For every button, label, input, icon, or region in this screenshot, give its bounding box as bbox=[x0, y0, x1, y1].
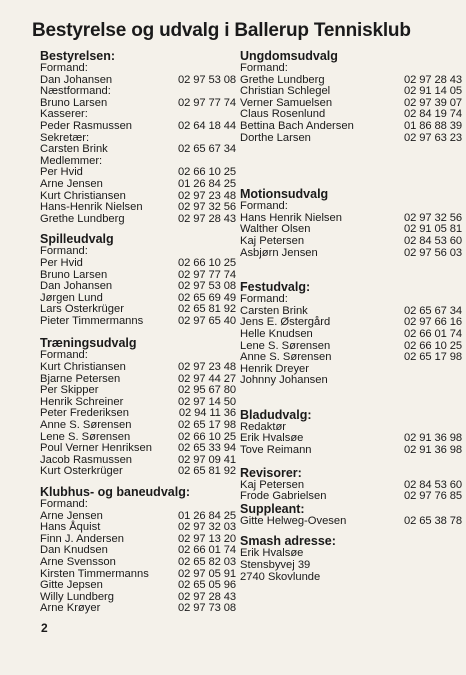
role-label: Formand: bbox=[40, 62, 88, 74]
role-label: Redaktør bbox=[240, 420, 287, 433]
member-row bbox=[240, 516, 462, 528]
member-phone: 02 97 28 43 bbox=[177, 590, 236, 603]
member-name: Gitte Helweg-Ovesen bbox=[240, 514, 347, 527]
member-phone: 02 97 44 27 bbox=[177, 372, 236, 385]
member-phone: 02 97 53 08 bbox=[177, 280, 236, 293]
member-phone: 02 65 81 92 bbox=[177, 465, 236, 478]
member-name: Walther Olsen bbox=[240, 223, 311, 236]
member-name: Jacob Rasmussen bbox=[40, 453, 133, 466]
member-name: Bruno Larsen bbox=[40, 268, 108, 281]
member-name: Verner Samuelsen bbox=[240, 96, 333, 109]
section-right-6 bbox=[240, 535, 462, 583]
member-name: Helle Knudsen bbox=[240, 327, 313, 340]
member-name: Per Hvid bbox=[40, 256, 83, 269]
section-right-4 bbox=[240, 467, 462, 503]
member-phone: 02 91 14 05 bbox=[403, 85, 462, 98]
section-right-5 bbox=[240, 503, 462, 528]
role-label: Erik Hvalsøe bbox=[240, 547, 304, 560]
member-row bbox=[240, 248, 462, 260]
member-phone: 02 95 67 80 bbox=[177, 384, 236, 397]
role-label: 2740 Skovlunde bbox=[240, 570, 321, 583]
member-name: Kurt Christiansen bbox=[40, 361, 126, 374]
member-row bbox=[240, 375, 462, 387]
member-phone: 02 97 53 08 bbox=[177, 73, 236, 86]
member-row bbox=[40, 603, 236, 615]
member-phone: 02 65 67 34 bbox=[177, 143, 236, 156]
member-phone: 02 97 09 41 bbox=[177, 453, 236, 466]
member-phone: 02 91 05 81 bbox=[403, 223, 462, 236]
member-phone: 02 65 17 98 bbox=[177, 419, 236, 432]
member-row bbox=[240, 236, 462, 248]
member-phone: 02 97 77 74 bbox=[177, 96, 236, 109]
member-phone: 02 97 05 91 bbox=[177, 567, 236, 580]
member-phone: 02 97 32 03 bbox=[177, 521, 236, 534]
member-phone: 02 97 13 20 bbox=[177, 532, 236, 545]
member-name: Anne S. Sørensen bbox=[40, 419, 132, 432]
member-phone: 02 97 77 74 bbox=[177, 268, 236, 281]
member-name: Arne Krøyer bbox=[40, 602, 101, 615]
member-row bbox=[240, 133, 462, 145]
member-name: Bjarne Petersen bbox=[40, 372, 121, 385]
role-label: Kasserer: bbox=[40, 108, 88, 121]
member-row bbox=[240, 121, 462, 133]
role-label: Formand: bbox=[40, 498, 88, 510]
member-name: Henrik Schreiner bbox=[40, 395, 124, 408]
role-label: Sekretær: bbox=[40, 131, 90, 144]
member-name: Dan Johansen bbox=[40, 280, 113, 293]
member-phone: 01 86 88 39 bbox=[403, 119, 462, 132]
section-left-3 bbox=[40, 486, 236, 615]
section-title: Revisorer: bbox=[240, 465, 302, 480]
member-row bbox=[240, 445, 462, 457]
member-name: Hans Henrik Nielsen bbox=[240, 211, 342, 224]
section-title: Klubhus- og baneudvalg: bbox=[40, 485, 190, 499]
member-name: Grethe Lundberg bbox=[40, 212, 125, 225]
member-row bbox=[40, 557, 236, 569]
member-row bbox=[240, 352, 462, 364]
member-name: Willy Lundberg bbox=[40, 590, 114, 603]
member-phone: 02 97 63 23 bbox=[403, 131, 462, 144]
member-name: Gitte Jepsen bbox=[40, 579, 103, 592]
member-phone: 02 84 19 74 bbox=[403, 108, 462, 121]
member-phone: 02 97 28 43 bbox=[177, 212, 236, 225]
member-phone: 02 84 53 60 bbox=[403, 478, 462, 491]
member-row bbox=[40, 202, 236, 214]
member-name: Peder Rasmussen bbox=[40, 119, 133, 132]
member-phone: 02 66 10 25 bbox=[177, 166, 236, 179]
member-phone: 02 65 69 49 bbox=[177, 291, 236, 304]
member-name: Erik Hvalsøe bbox=[240, 432, 304, 445]
member-phone: 02 97 23 48 bbox=[177, 189, 236, 202]
member-name: Jørgen Lund bbox=[40, 291, 103, 304]
section-right-2 bbox=[240, 281, 462, 387]
member-phone: 02 65 67 34 bbox=[403, 304, 462, 317]
member-phone: 02 66 10 25 bbox=[403, 339, 462, 352]
member-name: Carsten Brink bbox=[240, 304, 308, 317]
member-name: Carsten Brink bbox=[40, 143, 108, 156]
member-name: Lars Osterkrüger bbox=[40, 303, 124, 316]
member-row bbox=[40, 179, 236, 191]
member-name: Kirsten Timmermanns bbox=[40, 567, 149, 580]
left-column bbox=[40, 50, 236, 615]
member-name: Dorthe Larsen bbox=[240, 131, 311, 144]
member-name: Claus Rosenlund bbox=[240, 108, 326, 121]
member-phone: 02 97 23 48 bbox=[177, 361, 236, 374]
member-name: Kurt Osterkrüger bbox=[40, 465, 123, 478]
section-title: Smash adresse: bbox=[240, 534, 336, 549]
section-title: Ungdomsudvalg bbox=[240, 49, 338, 63]
member-name: Poul Verner Henriksen bbox=[40, 442, 152, 455]
member-name: Bruno Larsen bbox=[40, 96, 108, 109]
member-name: Finn J. Andersen bbox=[40, 532, 124, 545]
member-row bbox=[40, 580, 236, 592]
member-phone: 02 97 32 56 bbox=[403, 211, 462, 224]
section-right-0 bbox=[240, 50, 462, 144]
role-label: Formand: bbox=[40, 349, 88, 362]
member-phone: 02 65 05 96 bbox=[177, 579, 236, 592]
member-phone: 02 66 01 74 bbox=[177, 544, 236, 557]
section-left-0 bbox=[40, 50, 236, 225]
role-label: Formand: bbox=[240, 62, 288, 74]
right-column bbox=[240, 50, 462, 583]
member-phone: 02 64 18 44 bbox=[177, 119, 236, 132]
member-phone: 02 91 36 98 bbox=[403, 444, 462, 457]
member-row bbox=[40, 144, 236, 156]
member-row bbox=[40, 466, 236, 478]
page-number: 2 bbox=[41, 621, 48, 635]
section-right-3 bbox=[240, 409, 462, 457]
member-phone: 02 65 81 92 bbox=[177, 303, 236, 316]
member-name: Per Skipper bbox=[40, 384, 99, 397]
member-name: Henrik Dreyer bbox=[240, 362, 310, 375]
section-left-2 bbox=[40, 337, 236, 478]
member-phone: 02 97 66 16 bbox=[403, 316, 462, 329]
section-title: Bestyrelsen: bbox=[40, 49, 116, 63]
role-label: Næstformand: bbox=[40, 85, 111, 98]
member-phone: 01 26 84 25 bbox=[177, 509, 236, 522]
member-phone: 02 65 38 78 bbox=[403, 514, 462, 527]
member-name: Kurt Christiansen bbox=[40, 189, 126, 202]
member-row bbox=[40, 362, 236, 374]
member-row bbox=[40, 316, 236, 328]
member-name: Dan Johansen bbox=[40, 73, 113, 86]
member-phone: 02 97 76 85 bbox=[403, 490, 462, 503]
member-phone: 02 66 10 25 bbox=[177, 430, 236, 443]
section-title: Bladudvalg: bbox=[240, 407, 312, 422]
member-name: Grethe Lundberg bbox=[240, 73, 325, 86]
member-phone: 02 97 14 50 bbox=[177, 395, 236, 408]
member-row bbox=[40, 214, 236, 226]
member-phone: 02 65 82 03 bbox=[177, 555, 236, 568]
section-title: Spilleudvalg bbox=[40, 232, 114, 247]
member-name: Tove Reimann bbox=[240, 444, 312, 457]
member-phone: 02 97 56 03 bbox=[403, 246, 462, 259]
member-name: Christian Schlegel bbox=[240, 85, 331, 98]
member-name: Kaj Petersen bbox=[240, 234, 305, 247]
member-name: Hans Åquist bbox=[40, 521, 101, 534]
member-phone: 02 94 11 36 bbox=[178, 407, 236, 420]
member-row bbox=[40, 121, 236, 133]
member-row bbox=[40, 258, 236, 270]
role-label: Medlemmer: bbox=[40, 154, 103, 167]
member-name: Dan Knudsen bbox=[40, 544, 108, 557]
section-right-1 bbox=[240, 188, 462, 259]
role-label: Formand: bbox=[40, 245, 88, 258]
role-label: Stensbyvej 39 bbox=[240, 559, 311, 572]
member-phone: 02 66 01 74 bbox=[403, 327, 462, 340]
member-phone: 02 91 36 98 bbox=[403, 432, 462, 445]
member-name: Peter Frederiksen bbox=[40, 407, 129, 420]
member-name: Per Hvid bbox=[40, 166, 83, 179]
member-name: Hans-Henrik Nielsen bbox=[40, 201, 143, 214]
member-name: Frode Gabrielsen bbox=[240, 490, 327, 503]
section-title: Suppleant: bbox=[240, 501, 305, 516]
member-name: Johnny Johansen bbox=[240, 374, 328, 387]
role-label: Formand: bbox=[240, 200, 288, 213]
member-name: Asbjørn Jensen bbox=[240, 246, 318, 259]
section-title: Træningsudvalg bbox=[40, 336, 137, 351]
member-phone: 02 65 17 98 bbox=[403, 351, 462, 364]
member-name: Arne Jensen bbox=[40, 177, 103, 190]
member-name: Kaj Petersen bbox=[240, 478, 305, 491]
member-name: Arne Jensen bbox=[40, 509, 103, 522]
member-phone: 02 84 53 60 bbox=[403, 234, 462, 247]
member-name: Jens E. Østergård bbox=[240, 316, 331, 329]
member-name: Lene S. Sørensen bbox=[40, 430, 131, 443]
member-row bbox=[40, 281, 236, 293]
member-row bbox=[240, 329, 462, 341]
member-name: Arne Svensson bbox=[40, 555, 116, 568]
member-phone: 01 26 84 25 bbox=[177, 177, 236, 190]
member-phone: 02 66 10 25 bbox=[177, 256, 236, 269]
member-phone: 02 97 73 08 bbox=[177, 602, 236, 615]
member-name: Anne S. Sørensen bbox=[240, 351, 332, 364]
member-phone: 02 65 33 94 bbox=[177, 442, 236, 455]
page-title: Bestyrelse og udvalg i Ballerup Tennisklub bbox=[32, 20, 411, 41]
member-row bbox=[40, 420, 236, 432]
role-label: Formand: bbox=[240, 293, 288, 306]
member-name: Lene S. Sørensen bbox=[240, 339, 331, 352]
section-left-1 bbox=[40, 233, 236, 327]
member-phone: 02 97 32 56 bbox=[177, 201, 236, 214]
member-name: Bettina Bach Andersen bbox=[240, 119, 354, 132]
section-title: Festudvalg: bbox=[240, 280, 311, 295]
member-phone: 02 97 28 43 bbox=[403, 73, 462, 86]
member-phone: 02 97 39 07 bbox=[403, 96, 462, 109]
section-title: Motionsudvalg bbox=[240, 187, 329, 202]
member-phone: 02 97 65 40 bbox=[177, 314, 236, 327]
member-name: Pieter Timmermanns bbox=[40, 314, 144, 327]
